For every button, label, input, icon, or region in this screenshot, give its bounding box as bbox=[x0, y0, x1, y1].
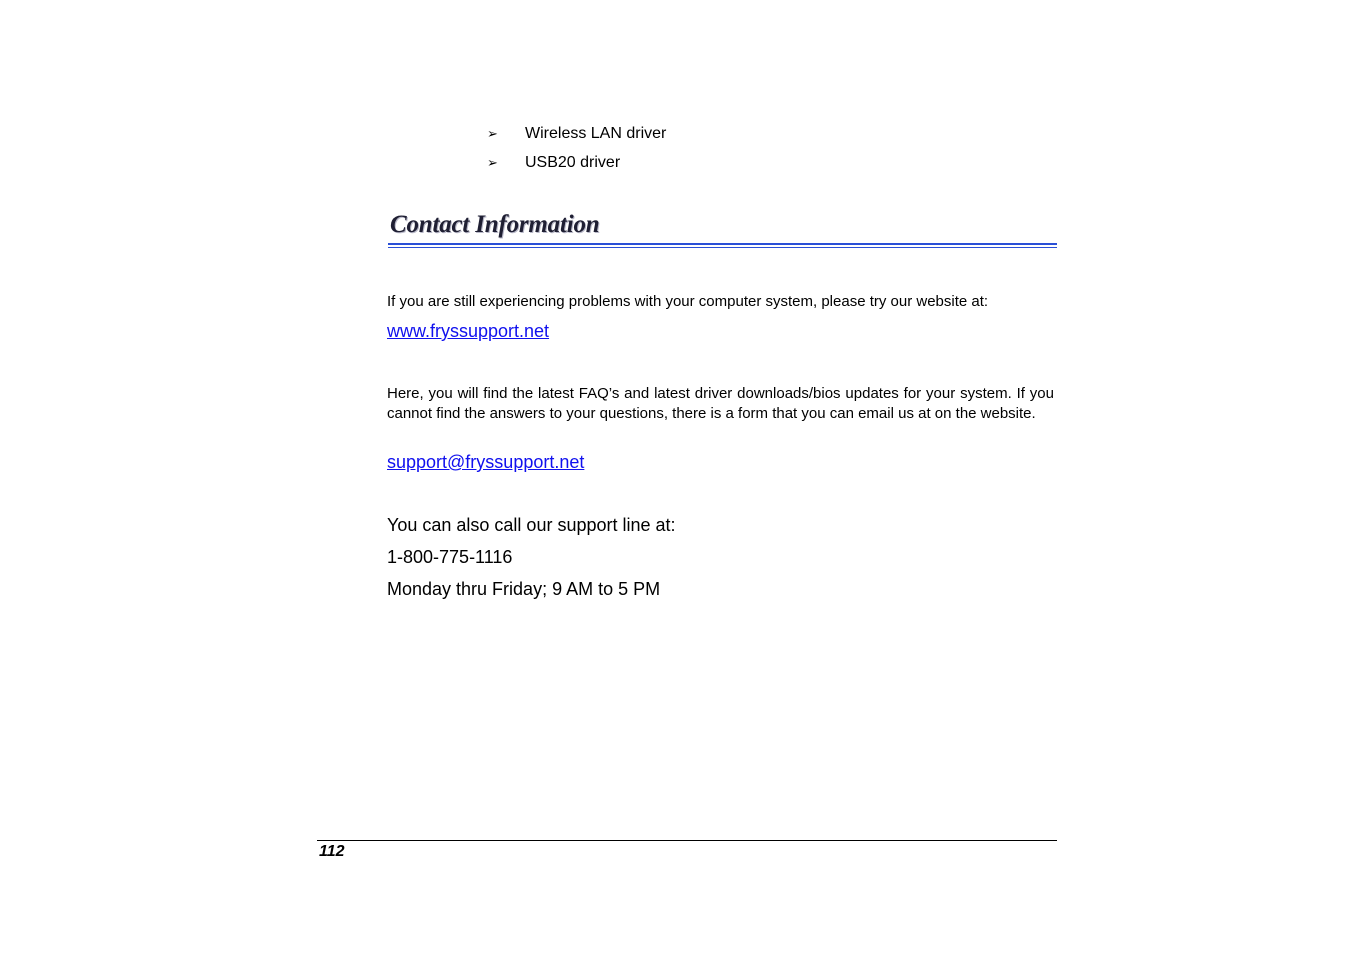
intro-paragraph: If you are still experiencing problems with your computer system, please try our website at: bbox=[387, 293, 989, 310]
arrow-bullet-icon: ➢ bbox=[487, 154, 498, 170]
email-link[interactable]: support@fryssupport.net bbox=[387, 452, 585, 472]
website-link[interactable]: www.fryssupport.net bbox=[387, 321, 550, 341]
page-number: 112 bbox=[319, 843, 345, 860]
arrow-bullet-icon: ➢ bbox=[487, 125, 498, 141]
list-item-label: USB20 driver bbox=[525, 153, 621, 171]
section-title: Contact Information bbox=[390, 211, 600, 238]
title-divider bbox=[388, 243, 1057, 245]
call-intro-text: You can also call our support line at: bbox=[387, 515, 676, 535]
support-hours: Monday thru Friday; 9 AM to 5 PM bbox=[387, 579, 661, 599]
footer-divider bbox=[317, 840, 1057, 841]
driver-list bbox=[487, 119, 666, 177]
faq-paragraph: Here, you will find the latest FAQ’s and latest driver downloads/bios updates for your system. If you cannot find the answers to your questions, there is a form that you can email us at on the website. bbox=[387, 385, 1054, 422]
list-item-label: Wireless LAN driver bbox=[525, 124, 667, 142]
title-divider-thin bbox=[388, 247, 1057, 248]
phone-number: 1-800-775-1116 bbox=[387, 547, 513, 567]
list-item bbox=[487, 148, 666, 177]
list-item bbox=[487, 119, 666, 148]
